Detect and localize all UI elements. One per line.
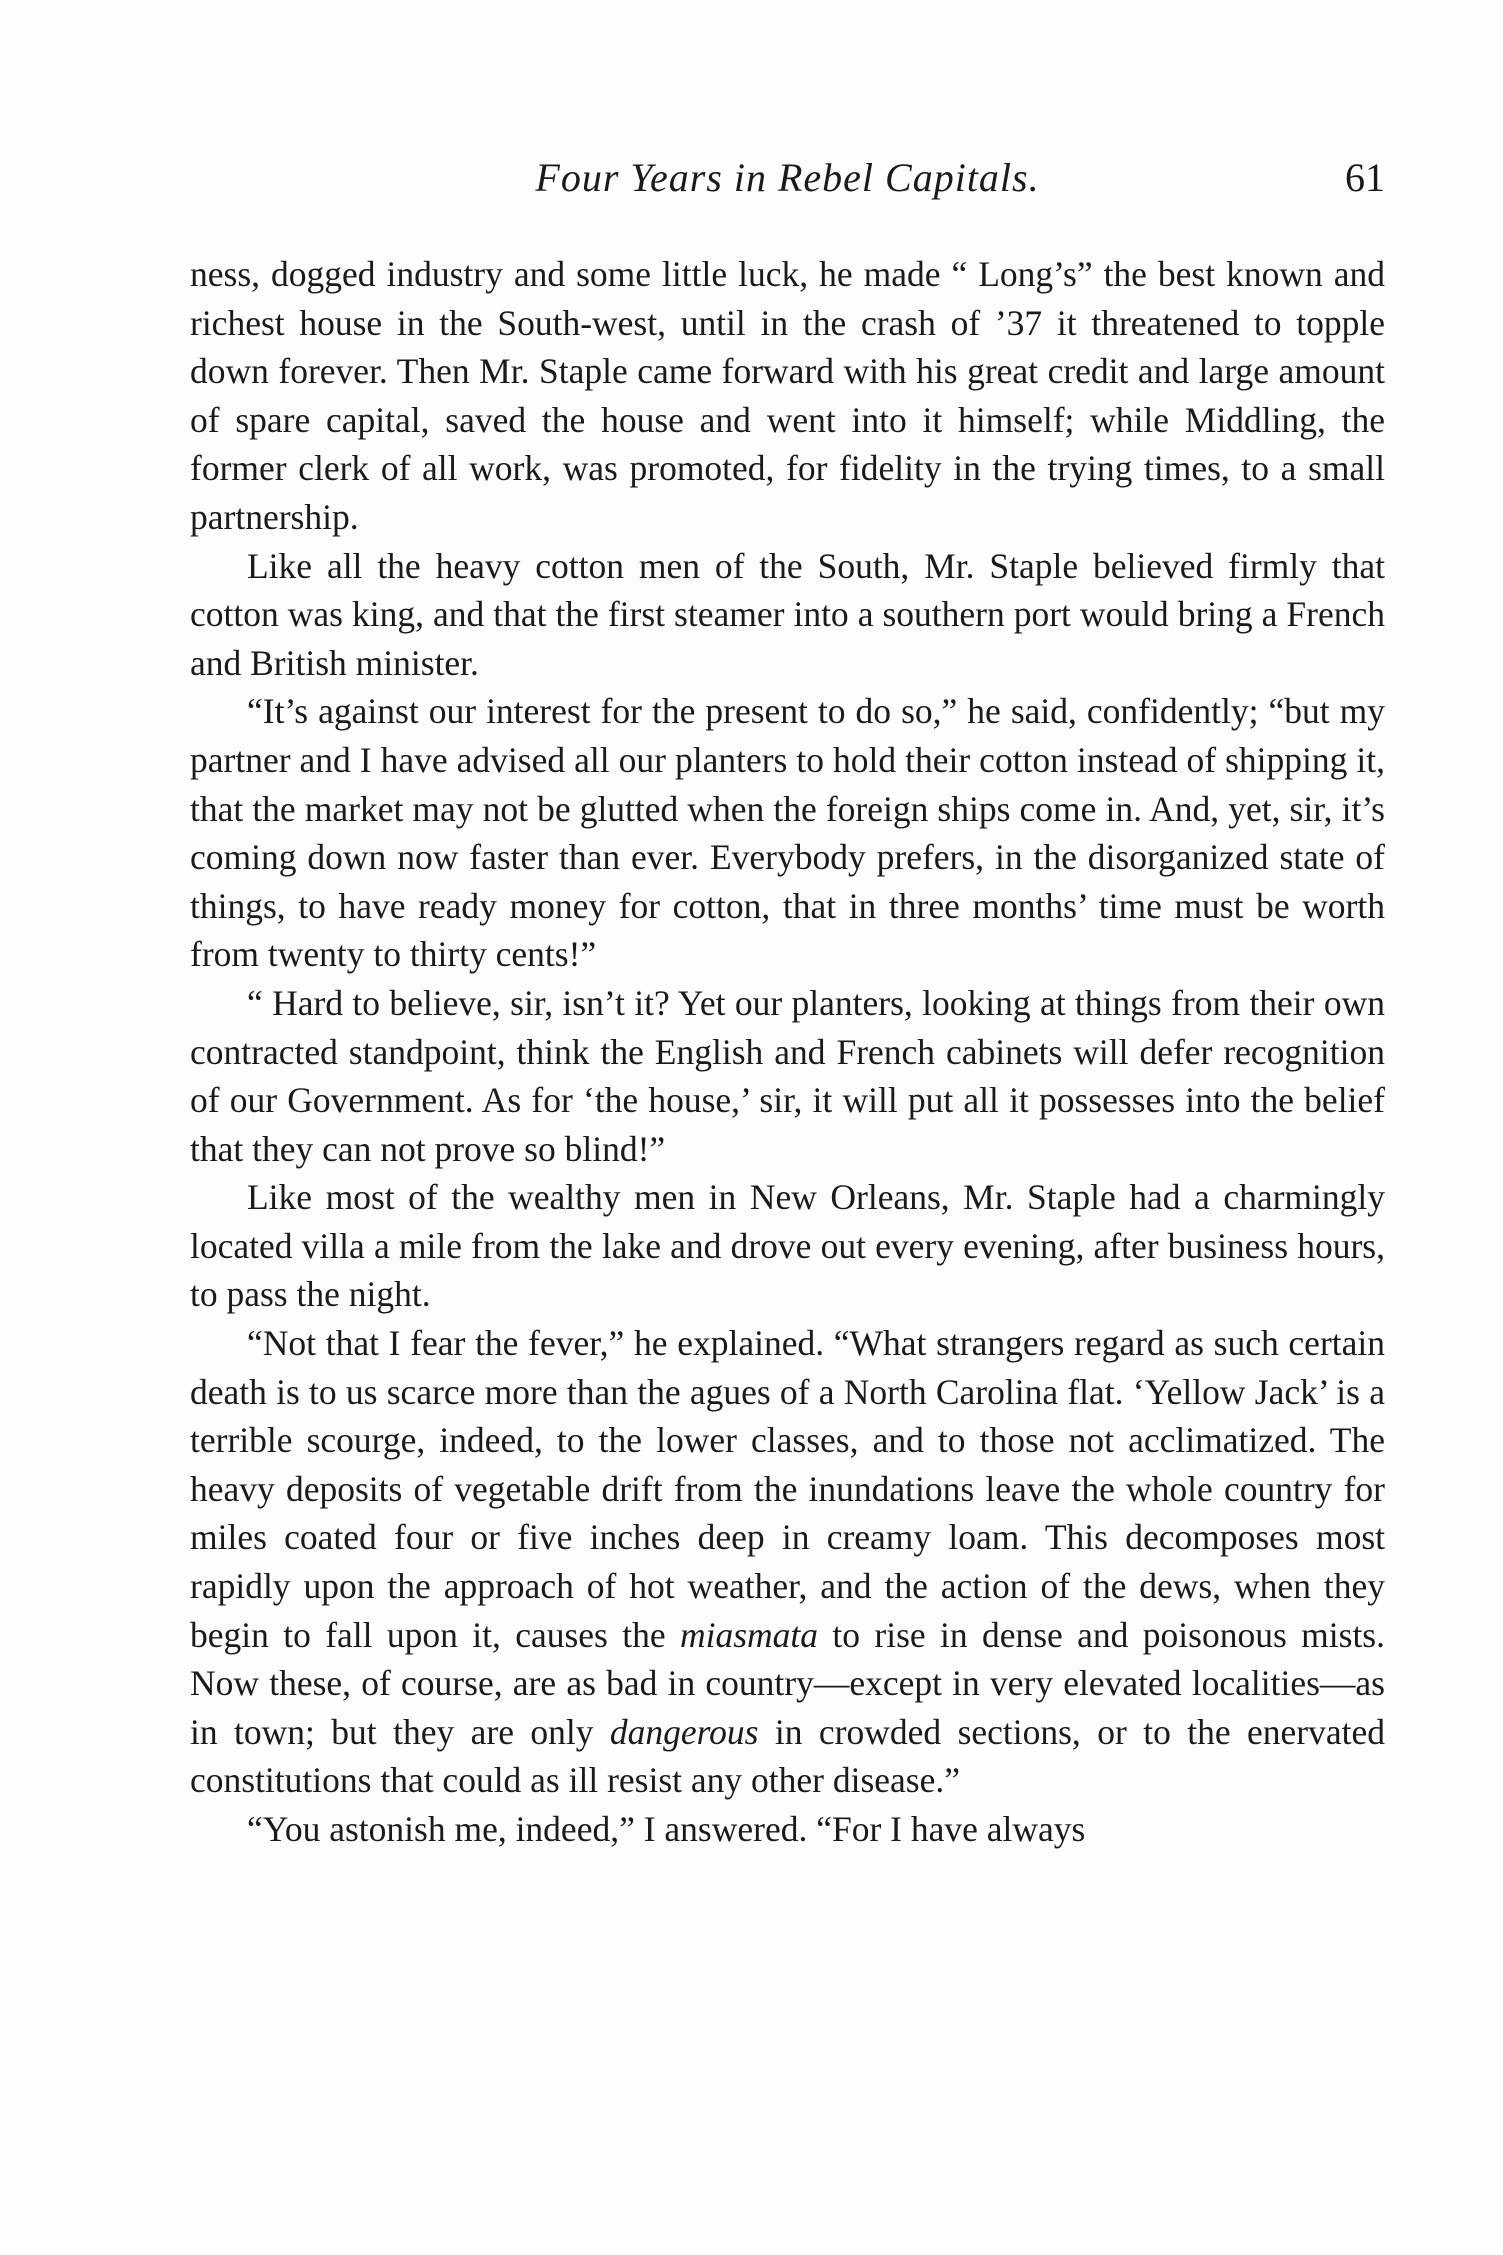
- paragraph-7: “You astonish me, indeed,” I answered. “For I have always: [247, 1809, 1086, 1849]
- paragraph-2: Like all the heavy cotton men of the South, Mr. Staple believed firmly that cotton was king, and that the first steamer into a southern port would bring a French and British minister.: [190, 545, 1385, 683]
- running-title: Four Years in Rebel Capitals.: [535, 155, 1040, 200]
- running-head: [190, 148, 1385, 208]
- paragraph-5: Like most of the wealthy men in New Orleans, Mr. Staple had a charmingly located villa a mile from the lake and drove out every evening, after business hours, to pass the night.: [190, 1177, 1385, 1315]
- paragraph-6-part-2: to rise in dense and poisonous mists. Now these, of course, are as bad in country—except in very elevated localities—as in town; but they are only: [190, 1614, 1385, 1752]
- page-number: 61: [1345, 155, 1385, 200]
- italic-dangerous: dangerous: [609, 1711, 759, 1752]
- italic-miasmata: miasmata: [679, 1614, 819, 1655]
- paragraph-6: [190, 1319, 1385, 1805]
- body-text: [190, 250, 1385, 1854]
- paragraph-3: “It’s against our interest for the present to do so,” he said, confidently; “but my partner and I have advised all our planters to hold their cotton instead of shipping it, that the market may not be glutted when the foreign ships come in. And, yet, sir, it’s coming down now faster than ever. Everybody prefers, in the disorganized state of things, to have ready money for cotton, that in three months’ time must be worth from twenty to thirty cents!”: [190, 691, 1385, 975]
- paragraph-4: “ Hard to believe, sir, isn’t it? Yet our planters, looking at things from their own contracted standpoint, think the English and French cabinets will defer recognition of our Government. As for ‘the house,’ sir, it will put all it possesses into the belief that they can not prove so blind!”: [190, 982, 1385, 1169]
- paragraph-1: ness, dogged industry and some little luck, he made “ Long’s” the best known and richest house in the South-west, until in the crash of ’37 it threatened to topple down forever. Then Mr. Staple came forward with his great credit and large amount of spare capital, saved the house and went into it himself; while Middling, the former clerk of all work, was promoted, for fidelity in the trying times, to a small partnership.: [190, 254, 1385, 537]
- paragraph-6-part-3: in crowded sections, or to the enervated constitutions that could as ill resist any other disease.”: [190, 1711, 1385, 1801]
- paragraph-6-part-1: “Not that I fear the fever,” he explained. “What strangers regard as such certain death is to us scarce more than the agues of a North Carolina flat. ‘Yellow Jack’ is a terrible scourge, indeed, to the lower classes, and to those not acclimatized. The heavy deposits of vegetable drift from the inundations leave the whole country for miles coated four or five inches deep in creamy loam. This decomposes most rapidly upon the approach of hot weather, and the action of the dews, when they begin to fall upon it, causes the: [190, 1323, 1385, 1655]
